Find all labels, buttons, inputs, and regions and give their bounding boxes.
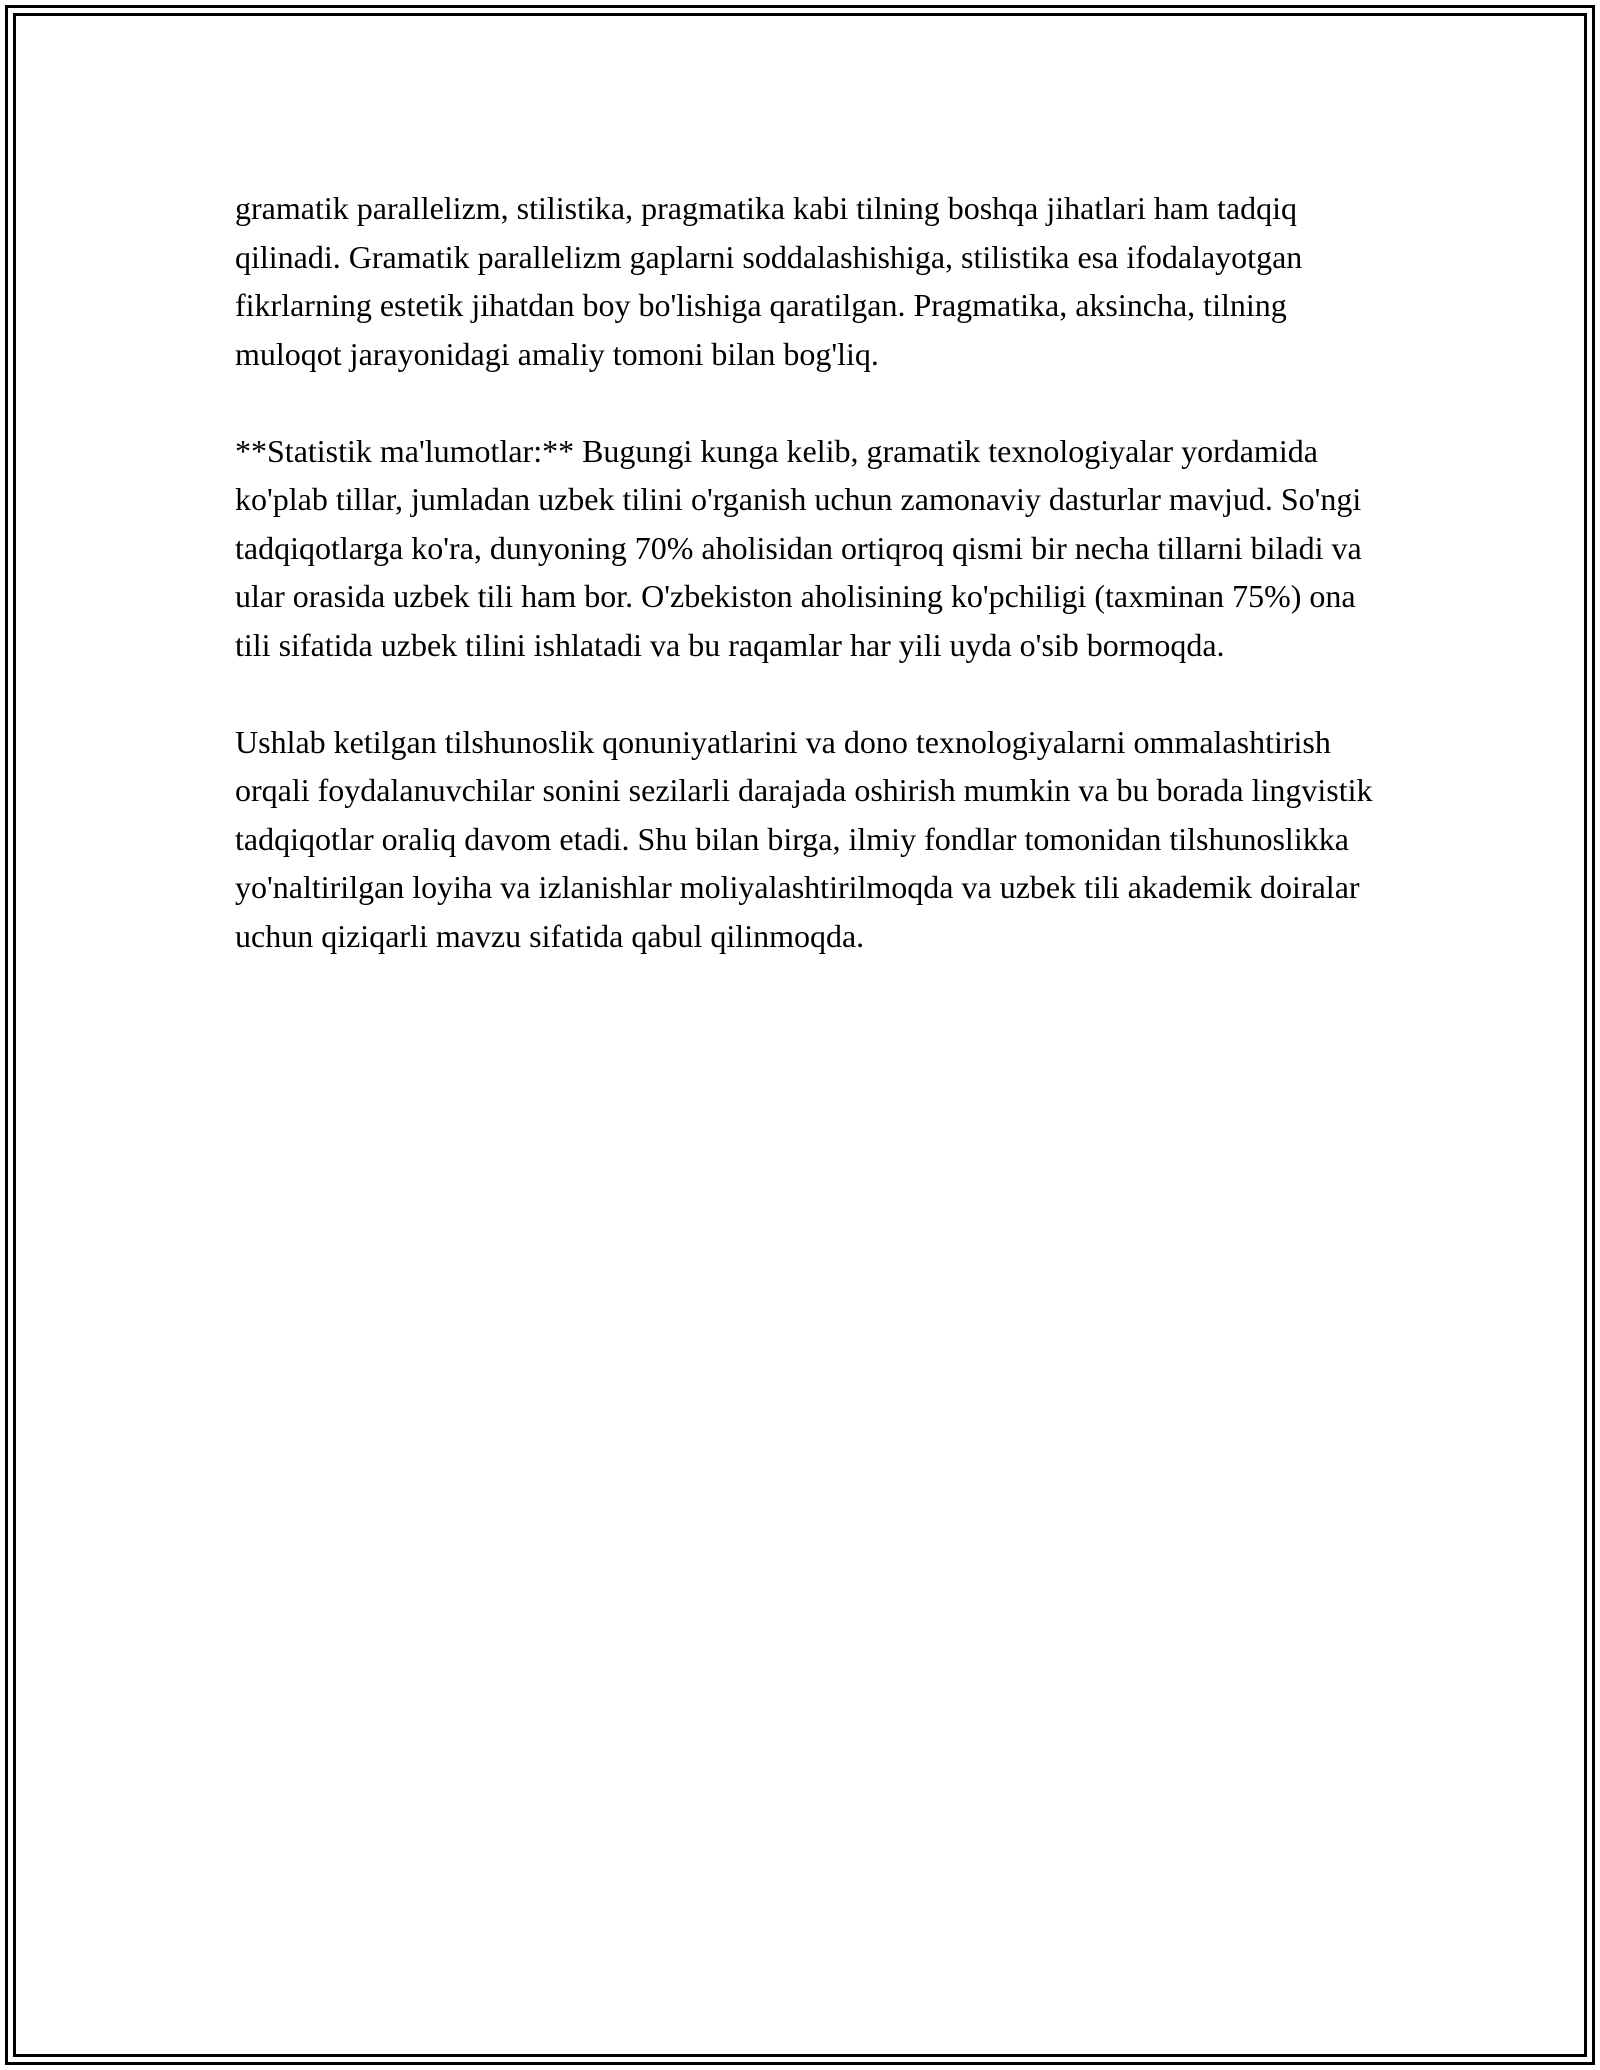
paragraph-statistics: **Statistik ma'lumotlar:** Bugungi kunga kelib, gramatik texnologiyalar yordamida ko'plab tillar, jumladan uzbek tilini o'rganish uchun zamonaviy dasturlar mavjud. So'ngi tadqiqotlarga ko'ra, dunyoning 70% aholisidan ortiqroq qismi bir necha tillarni biladi va ular orasida uzbek tili ham bor. O'zbekiston aholisining ko'pchiligi (taxminan 75%) ona tili sifatida uzbek tilini ishlatadi va bu raqamlar har yili uyda o'sib bormoqda.: [235, 432, 1362, 663]
paragraph-research-funding: Ushlab ketilgan tilshunoslik qonuniyatlarini va dono texnologiyalarni ommalashtirish orqali foydalanuvchilar sonini sezilarli darajada oshirish mumkin va bu borada lingvistik tadqiqotlar oraliq davom etadi. Shu bilan birga, ilmiy fondlar tomonidan tilshunoslikka yo'naltirilgan loyiha va izlanishlar moliyalashtirilmoqda va uzbek tili akademik doiralar uchun qiziqarli mavzu sifatida qabul qilinmoqda.: [235, 723, 1373, 954]
document-body: [235, 184, 1375, 1009]
paragraph-grammar-aspects: gramatik parallelizm, stilistika, pragmatika kabi tilning boshqa jihatlari ham tadqiq qilinadi. Gramatik parallelizm gaplarni soddalashishiga, stilistika esa ifodalayotgan fikrlarning estetik jihatdan boy bo'lishiga qaratilgan. Pragmatika, aksincha, tilning muloqot jarayonidagi amaliy tomoni bilan bog'liq.: [235, 190, 1303, 372]
